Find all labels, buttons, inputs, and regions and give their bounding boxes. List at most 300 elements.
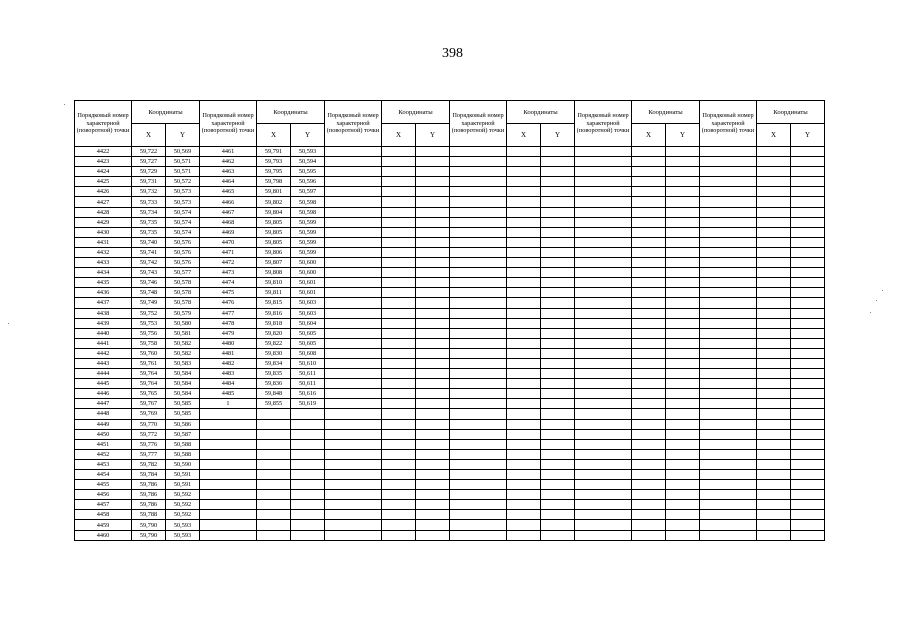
y-cell: [541, 278, 575, 288]
x-cell: 59,804: [257, 207, 291, 217]
point-number-cell: [450, 318, 507, 328]
point-number-cell: [325, 399, 382, 409]
x-cell: 59,735: [132, 227, 166, 237]
point-number-cell: [325, 510, 382, 520]
y-cell: [791, 389, 825, 399]
point-number-cell: [200, 449, 257, 459]
y-cell: [291, 429, 325, 439]
x-cell: [757, 358, 791, 368]
y-cell: [791, 369, 825, 379]
point-number-cell: [575, 439, 632, 449]
point-number-cell: [700, 530, 757, 540]
x-cell: [507, 379, 541, 389]
point-number-cell: [450, 187, 507, 197]
point-number-cell: [700, 147, 757, 157]
x-cell: [757, 389, 791, 399]
y-cell: [666, 500, 700, 510]
y-cell: [416, 480, 450, 490]
y-cell: [416, 177, 450, 187]
y-cell: [666, 399, 700, 409]
y-cell: [666, 207, 700, 217]
y-cell: [791, 419, 825, 429]
point-number-cell: [450, 258, 507, 268]
y-cell: [666, 328, 700, 338]
x-cell: [757, 328, 791, 338]
x-cell: 59,741: [132, 247, 166, 257]
x-cell: [757, 399, 791, 409]
y-cell: [791, 379, 825, 389]
y-cell: [666, 379, 700, 389]
point-number-cell: [450, 389, 507, 399]
x-cell: [507, 429, 541, 439]
point-number-cell: 4459: [75, 520, 132, 530]
y-cell: [666, 389, 700, 399]
x-cell: [382, 379, 416, 389]
point-number-cell: [575, 237, 632, 247]
x-cell: [507, 308, 541, 318]
x-cell: [632, 439, 666, 449]
x-cell: [757, 379, 791, 389]
x-cell: [507, 227, 541, 237]
y-cell: [291, 419, 325, 429]
y-cell: [291, 520, 325, 530]
x-cell: [757, 278, 791, 288]
point-number-cell: [700, 268, 757, 278]
y-cell: 50,576: [166, 237, 200, 247]
y-cell: [541, 298, 575, 308]
table-row: [75, 247, 825, 257]
y-cell: [791, 449, 825, 459]
point-number-cell: [200, 419, 257, 429]
y-cell: 50,619: [291, 399, 325, 409]
y-cell: [791, 338, 825, 348]
x-cell: 59,798: [257, 177, 291, 187]
x-cell: [382, 207, 416, 217]
point-number-cell: 4470: [200, 237, 257, 247]
point-number-cell: [450, 500, 507, 510]
point-number-cell: [325, 247, 382, 257]
point-number-cell: 4484: [200, 379, 257, 389]
point-number-cell: [575, 207, 632, 217]
y-cell: [541, 348, 575, 358]
point-number-cell: [575, 520, 632, 530]
point-number-cell: 4447: [75, 399, 132, 409]
point-number-cell: [325, 298, 382, 308]
x-cell: [382, 328, 416, 338]
header-y: Y: [416, 124, 450, 147]
point-number-cell: 4481: [200, 348, 257, 358]
table-row: [75, 379, 825, 389]
point-number-cell: 4450: [75, 429, 132, 439]
y-cell: [541, 429, 575, 439]
x-cell: 59,790: [132, 530, 166, 540]
point-number-cell: [450, 348, 507, 358]
point-number-cell: [450, 419, 507, 429]
y-cell: [791, 207, 825, 217]
table-row: [75, 348, 825, 358]
point-number-cell: 4430: [75, 227, 132, 237]
y-cell: [541, 318, 575, 328]
y-cell: [666, 298, 700, 308]
x-cell: 59,848: [257, 389, 291, 399]
table-row: [75, 358, 825, 368]
table-row: [75, 470, 825, 480]
table-row: [75, 308, 825, 318]
x-cell: 59,777: [132, 449, 166, 459]
point-number-cell: [575, 459, 632, 469]
point-number-cell: [450, 358, 507, 368]
x-cell: [507, 470, 541, 480]
x-cell: [507, 237, 541, 247]
point-number-cell: [700, 500, 757, 510]
point-number-cell: [700, 429, 757, 439]
point-number-cell: [450, 520, 507, 530]
point-number-cell: 4469: [200, 227, 257, 237]
y-cell: 50,591: [166, 470, 200, 480]
x-cell: 59,722: [132, 147, 166, 157]
point-number-cell: [325, 358, 382, 368]
table-row: [75, 227, 825, 237]
x-cell: 59,810: [257, 278, 291, 288]
y-cell: [791, 358, 825, 368]
x-cell: [507, 389, 541, 399]
point-number-cell: [575, 308, 632, 318]
point-number-cell: [700, 358, 757, 368]
point-number-cell: [325, 308, 382, 318]
x-cell: 59,855: [257, 399, 291, 409]
table-row: [75, 510, 825, 520]
point-number-cell: [575, 429, 632, 439]
x-cell: 59,776: [132, 439, 166, 449]
x-cell: 59,764: [132, 379, 166, 389]
point-number-cell: 4434: [75, 268, 132, 278]
table-row: [75, 157, 825, 167]
point-number-cell: [700, 237, 757, 247]
point-number-cell: [325, 449, 382, 459]
x-cell: [257, 449, 291, 459]
y-cell: 50,576: [166, 258, 200, 268]
y-cell: 50,611: [291, 379, 325, 389]
y-cell: [791, 470, 825, 480]
y-cell: [416, 530, 450, 540]
y-cell: [791, 318, 825, 328]
point-number-cell: 4425: [75, 177, 132, 187]
y-cell: [791, 348, 825, 358]
x-cell: 59,820: [257, 328, 291, 338]
point-number-cell: [700, 157, 757, 167]
y-cell: [791, 298, 825, 308]
point-number-cell: [700, 379, 757, 389]
x-cell: [507, 399, 541, 409]
y-cell: 50,590: [166, 459, 200, 469]
y-cell: [666, 187, 700, 197]
x-cell: [257, 470, 291, 480]
y-cell: [541, 258, 575, 268]
x-cell: [757, 480, 791, 490]
x-cell: [757, 147, 791, 157]
y-cell: 50,569: [166, 147, 200, 157]
y-cell: 50,592: [166, 500, 200, 510]
x-cell: [382, 197, 416, 207]
y-cell: 50,594: [291, 157, 325, 167]
y-cell: [666, 268, 700, 278]
point-number-cell: [700, 480, 757, 490]
point-number-cell: [200, 459, 257, 469]
y-cell: [416, 268, 450, 278]
table-row: [75, 197, 825, 207]
x-cell: 59,765: [132, 389, 166, 399]
x-cell: [507, 268, 541, 278]
x-cell: [382, 278, 416, 288]
y-cell: [416, 510, 450, 520]
y-cell: [666, 409, 700, 419]
point-number-cell: 4445: [75, 379, 132, 389]
point-number-cell: [575, 449, 632, 459]
point-number-cell: [450, 308, 507, 318]
y-cell: [791, 530, 825, 540]
point-number-cell: 4440: [75, 328, 132, 338]
point-number-cell: [325, 429, 382, 439]
x-cell: [757, 177, 791, 187]
y-cell: [791, 459, 825, 469]
point-number-cell: 4439: [75, 318, 132, 328]
y-cell: [291, 490, 325, 500]
point-number-cell: 4474: [200, 278, 257, 288]
y-cell: [666, 459, 700, 469]
x-cell: [382, 490, 416, 500]
point-number-cell: [575, 217, 632, 227]
y-cell: [791, 268, 825, 278]
point-number-cell: [575, 268, 632, 278]
point-number-cell: [325, 278, 382, 288]
point-number-cell: [200, 480, 257, 490]
point-number-cell: [700, 338, 757, 348]
x-cell: [382, 358, 416, 368]
point-number-cell: [325, 147, 382, 157]
x-cell: [632, 520, 666, 530]
y-cell: [291, 409, 325, 419]
x-cell: [382, 449, 416, 459]
x-cell: [632, 399, 666, 409]
coordinates-table: [74, 100, 825, 541]
x-cell: [757, 157, 791, 167]
point-number-cell: 4471: [200, 247, 257, 257]
x-cell: [382, 318, 416, 328]
y-cell: [666, 490, 700, 500]
x-cell: 59,834: [257, 358, 291, 368]
point-number-cell: [325, 328, 382, 338]
point-number-cell: [325, 227, 382, 237]
header-coordinates: Координаты: [632, 101, 700, 124]
x-cell: 59,836: [257, 379, 291, 389]
point-number-cell: [450, 399, 507, 409]
point-number-cell: [700, 520, 757, 530]
header-x: X: [382, 124, 416, 147]
point-number-cell: [575, 197, 632, 207]
point-number-cell: 4482: [200, 358, 257, 368]
table-row: [75, 449, 825, 459]
x-cell: [757, 227, 791, 237]
x-cell: [507, 358, 541, 368]
point-number-cell: [575, 510, 632, 520]
point-number-cell: [200, 500, 257, 510]
point-number-cell: [575, 369, 632, 379]
x-cell: [632, 369, 666, 379]
y-cell: [791, 227, 825, 237]
point-number-cell: [325, 177, 382, 187]
table-row: [75, 500, 825, 510]
x-cell: 59,786: [132, 500, 166, 510]
x-cell: [507, 348, 541, 358]
y-cell: [791, 500, 825, 510]
x-cell: [507, 338, 541, 348]
y-cell: [666, 247, 700, 257]
x-cell: [632, 227, 666, 237]
y-cell: [666, 167, 700, 177]
y-cell: [416, 439, 450, 449]
y-cell: 50,598: [291, 207, 325, 217]
y-cell: [666, 480, 700, 490]
x-cell: [632, 500, 666, 510]
y-cell: [541, 207, 575, 217]
y-cell: [416, 227, 450, 237]
x-cell: 59,818: [257, 318, 291, 328]
x-cell: [382, 348, 416, 358]
point-number-cell: [450, 207, 507, 217]
point-number-cell: [575, 187, 632, 197]
x-cell: [382, 459, 416, 469]
x-cell: [632, 288, 666, 298]
point-number-cell: 4475: [200, 288, 257, 298]
y-cell: [791, 399, 825, 409]
point-number-cell: [575, 480, 632, 490]
table-row: [75, 147, 825, 157]
x-cell: [632, 237, 666, 247]
point-number-cell: 4432: [75, 247, 132, 257]
point-number-cell: [450, 157, 507, 167]
x-cell: [757, 369, 791, 379]
y-cell: [666, 227, 700, 237]
y-cell: [541, 530, 575, 540]
x-cell: [632, 429, 666, 439]
point-number-cell: 4472: [200, 258, 257, 268]
y-cell: 50,583: [166, 358, 200, 368]
x-cell: [382, 500, 416, 510]
x-cell: 59,742: [132, 258, 166, 268]
y-cell: 50,599: [291, 217, 325, 227]
table-row: [75, 268, 825, 278]
point-number-cell: 4457: [75, 500, 132, 510]
y-cell: [541, 419, 575, 429]
x-cell: [632, 187, 666, 197]
x-cell: 59,733: [132, 197, 166, 207]
x-cell: 59,727: [132, 157, 166, 167]
y-cell: 50,588: [166, 449, 200, 459]
point-number-cell: [325, 167, 382, 177]
x-cell: 59,746: [132, 278, 166, 288]
x-cell: [632, 328, 666, 338]
y-cell: 50,591: [166, 480, 200, 490]
x-cell: [382, 288, 416, 298]
x-cell: [257, 429, 291, 439]
point-number-cell: [575, 258, 632, 268]
point-number-cell: [325, 197, 382, 207]
y-cell: 50,574: [166, 217, 200, 227]
y-cell: [416, 419, 450, 429]
x-cell: [257, 490, 291, 500]
y-cell: 50,604: [291, 318, 325, 328]
y-cell: [666, 237, 700, 247]
point-number-cell: [575, 490, 632, 500]
y-cell: [666, 278, 700, 288]
x-cell: 59,735: [132, 217, 166, 227]
y-cell: [666, 429, 700, 439]
point-number-cell: [200, 510, 257, 520]
x-cell: [507, 217, 541, 227]
x-cell: 59,732: [132, 187, 166, 197]
point-number-cell: [325, 348, 382, 358]
x-cell: [632, 490, 666, 500]
y-cell: [416, 217, 450, 227]
point-number-cell: 4426: [75, 187, 132, 197]
point-number-cell: 4480: [200, 338, 257, 348]
point-number-cell: 4444: [75, 369, 132, 379]
point-number-cell: [450, 288, 507, 298]
y-cell: [541, 268, 575, 278]
x-cell: [382, 298, 416, 308]
x-cell: [757, 348, 791, 358]
x-cell: [632, 358, 666, 368]
header-coordinates: Координаты: [257, 101, 325, 124]
header-x: X: [632, 124, 666, 147]
x-cell: [507, 187, 541, 197]
y-cell: [416, 449, 450, 459]
header-coordinates: Координаты: [132, 101, 200, 124]
x-cell: [507, 207, 541, 217]
y-cell: [791, 247, 825, 257]
x-cell: [632, 278, 666, 288]
x-cell: [632, 167, 666, 177]
x-cell: [507, 197, 541, 207]
x-cell: [257, 480, 291, 490]
x-cell: 59,811: [257, 288, 291, 298]
y-cell: [666, 157, 700, 167]
y-cell: [541, 157, 575, 167]
y-cell: [416, 247, 450, 257]
y-cell: 50,605: [291, 338, 325, 348]
point-number-cell: [700, 177, 757, 187]
point-number-cell: 4454: [75, 470, 132, 480]
x-cell: [382, 520, 416, 530]
y-cell: 50,571: [166, 157, 200, 167]
point-number-cell: [450, 197, 507, 207]
header-x: X: [507, 124, 541, 147]
y-cell: [791, 510, 825, 520]
point-number-cell: [325, 530, 382, 540]
x-cell: [382, 419, 416, 429]
y-cell: [666, 520, 700, 530]
point-number-cell: [200, 439, 257, 449]
point-number-cell: [325, 268, 382, 278]
x-cell: [632, 247, 666, 257]
x-cell: 59,815: [257, 298, 291, 308]
y-cell: [416, 308, 450, 318]
point-number-cell: 4451: [75, 439, 132, 449]
y-cell: [541, 147, 575, 157]
y-cell: [541, 227, 575, 237]
point-number-cell: 4428: [75, 207, 132, 217]
point-number-cell: 4453: [75, 459, 132, 469]
